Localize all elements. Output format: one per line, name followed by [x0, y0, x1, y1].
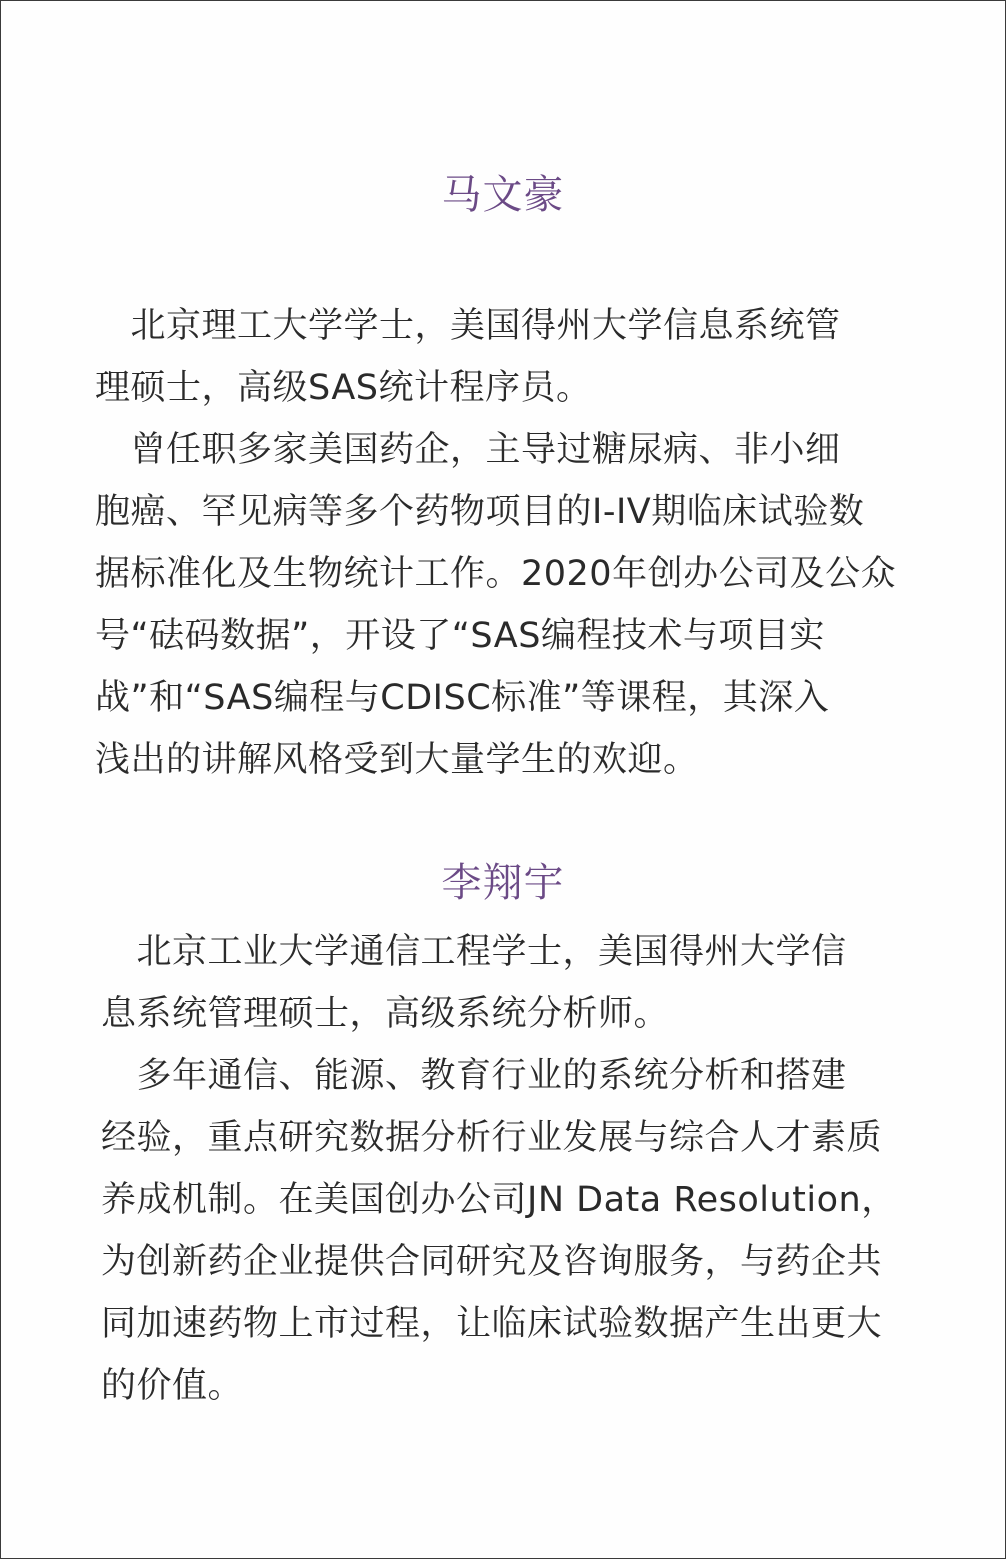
author-name-2: 李翔宇: [441, 860, 565, 906]
bio-line: 战”和“SAS编程与CDISC标准”等课程，其深入: [95, 678, 830, 718]
bio-line: 理硕士，高级SAS统计程序员。: [95, 368, 592, 408]
bio-line: 养成机制。在美国创办公司JN Data Resolution，: [101, 1180, 897, 1220]
bio-line: 多年通信、能源、教育行业的系统分析和搭建: [101, 1056, 847, 1096]
bio-line: 的价值。: [101, 1366, 244, 1406]
author-bio-2: [101, 921, 931, 1417]
author-bio-1: [95, 295, 925, 791]
bio-line: 据标准化及生物统计工作。2020年创办公司及公众: [95, 554, 897, 594]
bio-line: 同加速药物上市过程，让临床试验数据产生出更大: [101, 1304, 883, 1344]
bio-line: 曾任职多家美国药企，主导过糖尿病、非小细: [95, 430, 841, 470]
bio-line: 息系统管理硕士，高级系统分析师。: [101, 994, 670, 1034]
author-name-1: 马文豪: [441, 172, 565, 218]
bio-line: 为创新药企业提供合同研究及咨询服务，与药企共: [101, 1242, 883, 1282]
bio-line: 号“砝码数据”，开设了“SAS编程技术与项目实: [95, 616, 825, 656]
bio-line: 北京理工大学学士，美国得州大学信息系统管: [95, 306, 841, 346]
bio-line: 北京工业大学通信工程学士，美国得州大学信: [101, 932, 847, 972]
bio-line: 胞癌、罕见病等多个药物项目的I-IV期临床试验数: [95, 492, 865, 532]
bio-line: 经验，重点研究数据分析行业发展与综合人才素质: [101, 1118, 883, 1158]
bio-line: 浅出的讲解风格受到大量学生的欢迎。: [95, 740, 699, 780]
